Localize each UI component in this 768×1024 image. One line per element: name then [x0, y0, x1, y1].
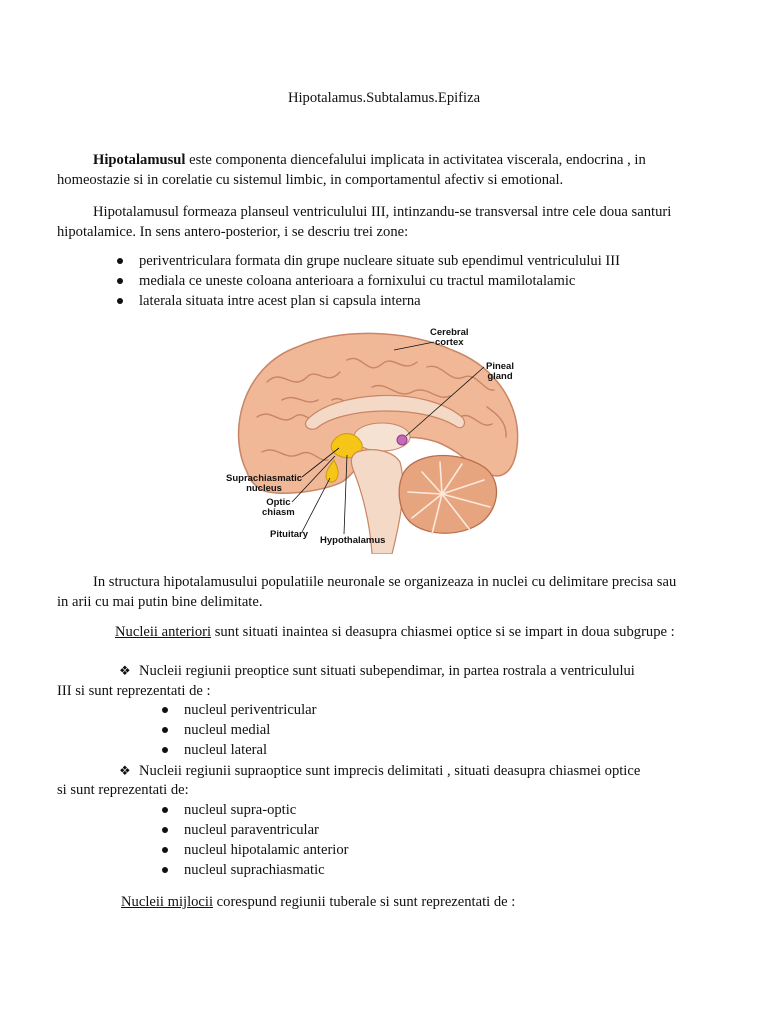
label-pituitary: Pituitary	[270, 529, 309, 540]
intro-text: este componenta diencefalului implicata in activitatea viscerala, endocrina , in homeostazie si in corelatie cu sistemul limbic, in comportamentul afectiv si emotional.	[57, 152, 646, 188]
middle-paragraph	[57, 892, 677, 912]
supraoptic-line-2: si sunt reprezentati de:	[57, 782, 189, 798]
supraoptic-list	[184, 800, 349, 880]
list-item: laterala situata intre acest plan si capsula interna	[139, 291, 620, 311]
preoptic-list	[184, 700, 317, 760]
zones-paragraph: Hipotalamusul formeaza planseul ventriculului III, intinzandu-se transversal intre cele doua santuri hipotalamice. In sens antero-posterior, i se descriu trei zone:	[57, 204, 672, 240]
list-item: periventriculara formata din grupe nucleare situate sub ependimul ventriculului III	[139, 253, 621, 269]
label-cerebral-cortex	[430, 328, 469, 348]
zones-list	[139, 251, 620, 311]
brain-figure	[222, 322, 552, 554]
label-line: Cerebral	[430, 327, 469, 338]
middle-term: Nucleii mijlocii	[121, 894, 214, 910]
supraoptic-text: Nucleii regiunii supraoptice sunt imprecis delimitati , situati deasupra chiasmei optice	[139, 763, 641, 779]
label-optic-chiasm	[262, 498, 295, 518]
list-item: nucleul lateral	[184, 740, 317, 760]
anterior-paragraph	[57, 622, 677, 642]
list-item: nucleul periventricular	[184, 702, 317, 718]
diamond-bullet-icon: ❖	[119, 663, 131, 678]
list-item: mediala ce uneste coloana anterioara a fornixului cu tractul mamilotalamic	[139, 271, 620, 291]
document-title: Hipotalamus.Subtalamus.Epifiza	[287, 90, 481, 106]
list-item: nucleul medial	[184, 720, 317, 740]
anterior-term: Nucleii anteriori	[115, 624, 212, 640]
label-line: nucleus	[246, 483, 282, 494]
supraoptic-line-1	[57, 761, 677, 781]
preoptic-line-1	[57, 661, 677, 681]
label-line: Optic	[266, 497, 291, 508]
anterior-text: sunt situati inaintea si deasupra chiasmei optice si se impart in doua subgrupe :	[211, 624, 675, 640]
list-item: nucleul supra-optic	[184, 800, 349, 820]
label-pineal-gland	[486, 362, 514, 382]
intro-bold-term: Hipotalamusul	[93, 152, 186, 168]
middle-text: corespund regiunii tuberale si sunt reprezentati de :	[213, 894, 516, 910]
list-item: nucleul hipotalamic anterior	[184, 842, 349, 858]
label-hypothalamus: Hypothalamus	[320, 535, 386, 546]
list-item: nucleul suprachiasmatic	[184, 860, 349, 880]
label-line: Suprachiasmatic	[226, 473, 303, 484]
diamond-bullet-icon: ❖	[119, 763, 131, 778]
label-suprachiasmatic-nucleus	[226, 474, 302, 494]
preoptic-line-2: III si sunt reprezentati de :	[57, 683, 211, 699]
label-line: cortex	[435, 337, 464, 348]
list-item: nucleul paraventricular	[184, 820, 349, 840]
preoptic-text: Nucleii regiunii preoptice sunt situati subependimar, in partea rostrala a ventriculului	[139, 663, 635, 679]
structure-paragraph: In structura hipotalamusului populatiile neuronale se organizeaza in nuclei cu delimitare precisa sau in arii cu mai putin bine delimitate.	[57, 574, 677, 610]
brain-illustration	[222, 322, 552, 554]
label-line: chiasm	[262, 507, 295, 518]
label-line: gland	[487, 371, 513, 382]
label-line: Pineal	[486, 361, 514, 372]
intro-paragraph	[57, 150, 677, 190]
